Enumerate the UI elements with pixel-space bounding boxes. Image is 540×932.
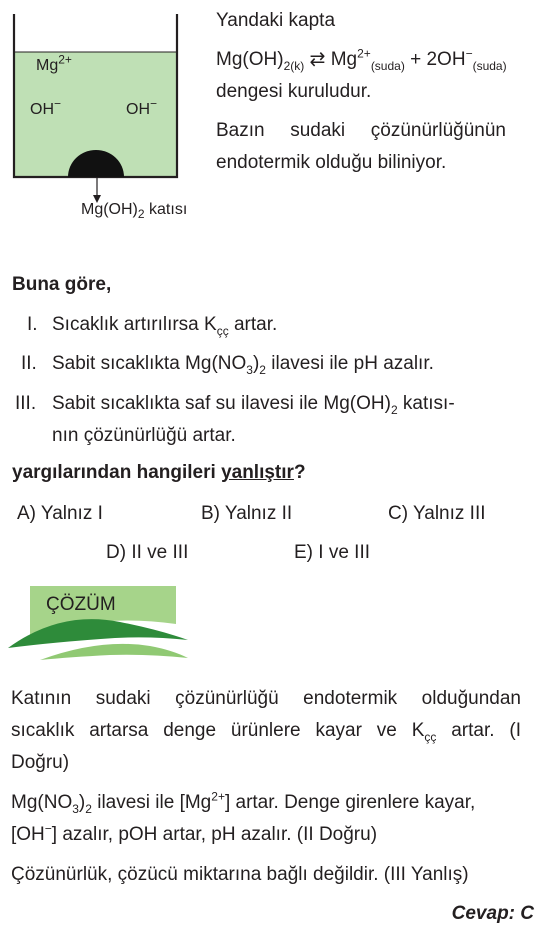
option-c[interactable]: C) Yalnız III [388,503,486,524]
ion-oh-left-label: OH− [30,96,62,118]
option-e[interactable]: E) I ve III [294,542,371,563]
statement-2-number: II. [21,353,37,374]
option-d[interactable]: D) II ve III [106,542,189,563]
answer-label: Cevap: C [451,903,534,924]
option-a[interactable]: A) Yalnız I [17,503,103,524]
statement-3-line-1: Sabit sıcaklıkta saf su ilavesi ile $Mg(OH)_2$ katısı- [52,393,455,417]
intro-line-3: dengesi kuruludur. [216,81,372,102]
solution-p2-line-1: $Mg(NO_3)_2$ ilavesi ile $[Mg^{2+}]$ artar. Denge girenlere kayar, [11,789,476,816]
solid-label: $Mg(OH)_2$ katısı [81,201,188,222]
ion-oh-right-label: OH− [126,96,158,118]
solution-p1-line-2: sıcaklık artarsa denge ürünlere kayar ve $K_{çç}$ artar. (I [11,720,521,744]
solution-p3: Çözünürlük, çözücü miktarına bağlı değildir. (III Yanlış) [11,864,469,885]
solution-p1-line-1: Katının sudaki çözünürlüğü endotermik olduğundan [11,688,521,709]
option-b[interactable]: B) Yalnız II [201,503,293,524]
intro-line-4: Bazın sudaki çözünürlüğünün [216,120,506,141]
solution-p1-line-3: Doğru) [11,752,70,773]
solution-badge: ÇÖZÜM [46,594,116,615]
statement-3-line-2: nın çözünürlüğü artar. [52,425,236,446]
ion-mg-label: $Mg^{2+}$ [36,52,72,74]
statement-1-number: I. [27,314,38,335]
question-ask: yargılarından hangileri yanlıştır? [12,462,306,483]
statement-2: Sabit sıcaklıkta $Mg(NO_3)_2$ ilavesi ile pH azalır. [52,353,434,377]
statement-3-number: III. [15,393,37,414]
solution-p2-line-2: [OH−] azalır, pOH artar, pH azalır. (II Doğru) [11,821,378,845]
badge-wave-light [40,644,188,660]
intro-line-5: endotermik olduğu biliniyor. [216,152,447,173]
question-lead: Buna göre, [12,274,112,295]
intro-line-1: Yandaki kapta [216,10,336,31]
statement-1: Sıcaklık artırılırsa $K_{çç}$ artar. [52,314,278,338]
equilibrium-equation: $Mg(OH)_{2(k)}$ ⇄ $Mg^{2+}_{(suda)} + 2OH^-_{(suda)}$ [216,46,507,73]
